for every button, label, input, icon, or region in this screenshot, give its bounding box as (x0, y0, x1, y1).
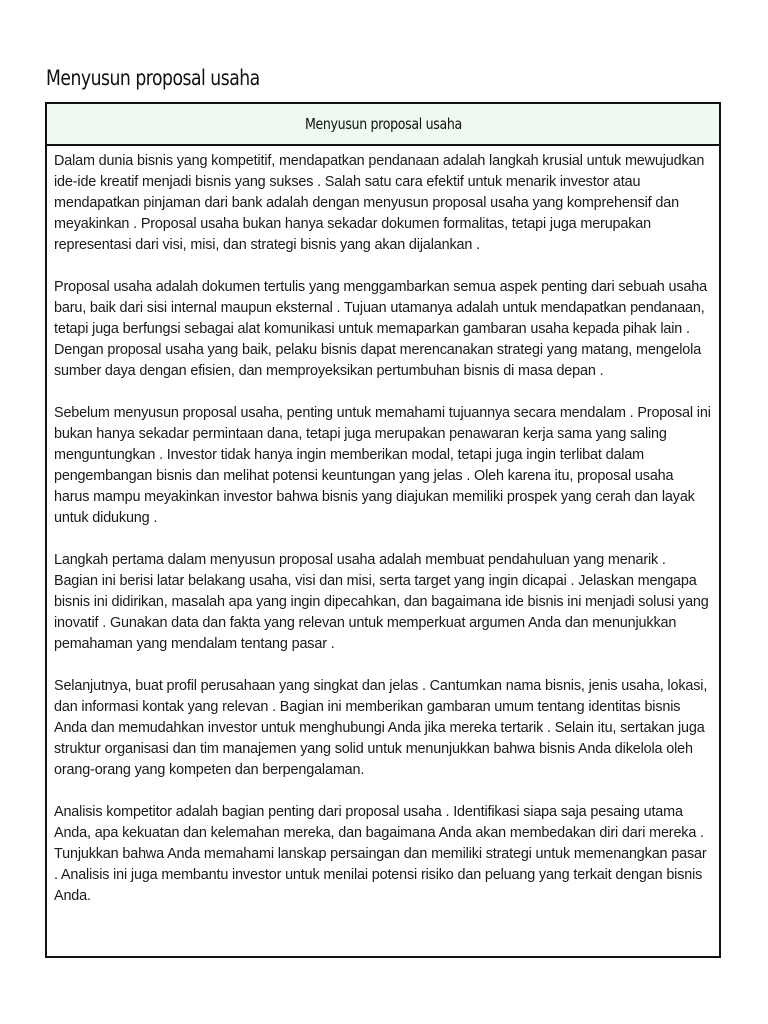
content-box (45, 102, 721, 958)
paragraph-4: Langkah pertama dalam menyusun proposal usaha adalah membuat pendahuluan yang menarik . Bagian ini berisi latar belakang usaha, visi dan misi, serta target yang ingin dicapai . Jelaskan mengapa bisnis ini didirikan, masalah apa yang ingin dipecahkan, dan bagaimana ide bisnis ini menjadi solusi yang inovatif . Gunakan data dan fakta yang relevan untuk memperkuat argumen Anda dan menunjukkan pemahaman yang mendalam tentang pasar . (54, 552, 709, 652)
paragraph-3: Sebelum menyusun proposal usaha, penting untuk memahami tujuannya secara mendalam . Proposal ini bukan hanya sekadar permintaan dana, tetapi juga merupakan penawaran kerja sama yang saling menguntungkan . Investor tidak hanya ingin memberikan modal, tetapi juga ingin terlibat dalam pengembangan bisnis dan melihat potensi keuntungan yang jelas . Oleh karena itu, proposal usaha harus mampu meyakinkan investor bahwa bisnis yang diajukan memiliki prospek yang cerah dan layak untuk didukung . (54, 405, 711, 526)
paragraph-6: Analisis kompetitor adalah bagian penting dari proposal usaha . Identifikasi siapa saja pesaing utama Anda, apa kekuatan dan kelemahan mereka, dan bagaimana Anda akan membedakan diri dari mereka . Tunjukkan bahwa Anda memahami lanskap persaingan dan memiliki strategi untuk memenangkan pasar . Analisis ini juga membantu investor untuk menilai potensi risiko dan peluang yang terkait dengan bisnis Anda. (54, 804, 707, 904)
paragraph-5: Selanjutnya, buat profil perusahaan yang singkat dan jelas . Cantumkan nama bisnis, jenis usaha, lokasi, dan informasi kontak yang relevan . Bagian ini memberikan gambaran umum tentang identitas bisnis Anda dan memudahkan investor untuk menghubungi Anda jika mereka tertarik . Selain itu, sertakan juga struktur organisasi dan tim manajemen yang solid untuk menunjukkan bahwa bisnis Anda dikelola oleh orang-orang yang kompeten dan berpengalaman. (54, 678, 708, 778)
content-box-body (47, 146, 719, 907)
content-box-header-title: Menyusun proposal usaha (304, 115, 462, 133)
paragraph-2: Proposal usaha adalah dokumen tertulis yang menggambarkan semua aspek penting dari sebuah usaha baru, baik dari sisi internal maupun eksternal . Tujuan utamanya adalah untuk mendapatkan pendanaan, tetapi juga berfungsi sebagai alat komunikasi untuk memaparkan gambaran usaha kepada pihak lain . Dengan proposal usaha yang baik, pelaku bisnis dapat merencanakan strategi yang matang, mengelola sumber daya dengan efisien, dan memproyeksikan pertumbuhan bisnis di masa depan . (54, 279, 707, 379)
content-box-header (47, 104, 719, 146)
paragraph-1: Dalam dunia bisnis yang kompetitif, mendapatkan pendanaan adalah langkah krusial untuk mewujudkan ide-ide kreatif menjadi bisnis yang sukses . Salah satu cara efektif untuk menarik investor atau mendapatkan pinjaman dari bank adalah dengan menyusun proposal usaha yang komprehensif dan meyakinkan . Proposal usaha bukan hanya sekadar dokumen formalitas, tetapi juga merupakan representasi dari visi, misi, dan strategi bisnis yang akan dijalankan . (54, 153, 705, 253)
page-title: Menyusun proposal usaha (46, 66, 260, 90)
